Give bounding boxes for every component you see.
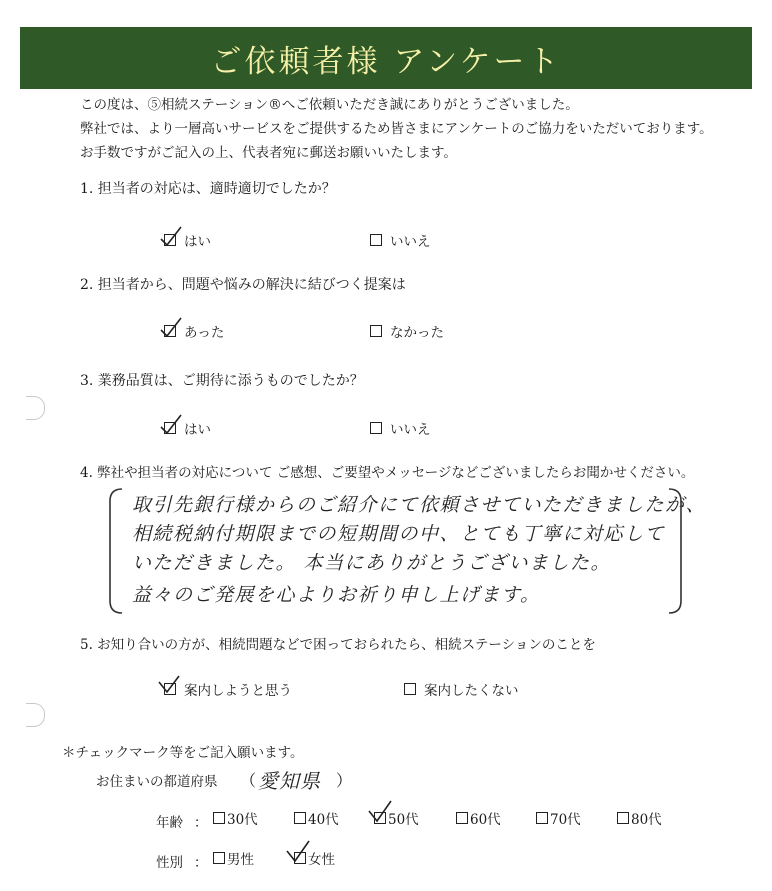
header-banner [20,27,752,89]
check-mark-icon [157,316,185,340]
q1-option-yes[interactable] [164,230,211,250]
checkbox[interactable] [370,234,382,246]
q3-option-yes[interactable] [164,418,211,438]
option-label: 60代 [470,812,501,828]
option-label: あった [184,325,225,341]
option-label: 女性 [308,852,335,868]
intro-line: 弊社では、より一層高いサービスをご提供するため皆さまにアンケートのご協力をいただいております。 [80,121,713,137]
age-label: 年齢 [156,815,183,831]
checkbox-checked[interactable] [164,422,176,434]
comment-line: 取引先銀行様からのご紹介にて依頼させていただきましたが、 [132,494,707,516]
page-title: ご依頼者様 アンケート [210,43,562,80]
paren-open: （ [240,771,257,790]
checkbox[interactable] [456,812,468,824]
option-label: はい [184,234,211,250]
age-option-70[interactable] [536,808,581,828]
checkbox[interactable] [213,852,225,864]
check-mark-icon [367,803,395,827]
comment-line: 相続税納付期限までの短期間の中、とても丁寧に対応して [132,523,666,545]
check-mark-icon [157,225,185,249]
option-label: 80代 [631,812,662,828]
checkbox[interactable] [294,812,306,824]
option-label: 案内しようと思う [184,683,292,699]
gender-label: 性別 [156,855,183,871]
age-option-30[interactable] [213,808,258,828]
question-2: 2. 担当者から、問題や悩みの解決に結びつく提案は [80,277,406,293]
instruction-note: ＊チェックマーク等をご記入願います。 [62,745,304,761]
question-3: 3. 業務品質は、ご期待に添うものでしたか？ [80,373,364,389]
gender-colon: ： [194,855,208,871]
checkbox-checked[interactable] [374,812,386,824]
option-label: 70代 [550,812,581,828]
comment-line: いただきました。 本当にありがとうございました。 [132,552,612,574]
prefecture-value[interactable]: 愛知県 [258,769,321,793]
q1-option-no[interactable] [370,230,431,250]
checkbox[interactable] [536,812,548,824]
checkbox[interactable] [404,683,416,695]
intro-text [80,93,750,165]
intro-line: お手数ですがご記入の上、代表者宛に郵送お願いいたします。 [80,145,457,161]
checkbox[interactable] [213,812,225,824]
q5-option-no[interactable] [404,679,519,699]
age-option-60[interactable] [456,808,501,828]
intro-line: この度は、⑤相続ステーション®へご依頼いただき誠にありがとうございました。 [80,97,579,113]
checkbox-checked[interactable] [294,852,306,864]
question-1: 1. 担当者の対応は、適時適切でしたか？ [80,181,336,197]
prefecture-label: お住まいの都道府県 [96,774,218,790]
check-mark-icon [287,843,315,867]
q3-option-no[interactable] [370,418,431,438]
punch-hole [26,396,45,420]
question-4: 4. 弊社や担当者の対応について ご感想、ご要望やメッセージなどございましたらお聞かせください。 [80,465,695,481]
comment-line: 益々のご発展を心よりお祈り申し上げます。 [132,584,541,606]
age-colon: ： [194,815,208,831]
check-mark-icon [157,674,185,698]
option-label: 50代 [388,812,419,828]
option-label: いいえ [390,234,431,250]
gender-option-female[interactable] [294,848,335,868]
option-label: いいえ [390,422,431,438]
option-label: 30代 [227,812,258,828]
q2-option-no[interactable] [370,321,444,341]
checkbox[interactable] [370,325,382,337]
gender-option-male[interactable] [213,848,254,868]
q5-option-yes[interactable] [164,679,292,699]
checkbox[interactable] [370,422,382,434]
q2-option-yes[interactable] [164,321,224,341]
option-label: 男性 [227,852,254,868]
option-label: 案内したくない [424,683,519,699]
option-label: なかった [390,325,444,341]
age-option-80[interactable] [617,808,662,828]
checkbox-checked[interactable] [164,683,176,695]
check-mark-icon [157,413,185,437]
punch-hole [26,703,45,727]
paren-close: ） [336,771,353,790]
option-label: はい [184,422,211,438]
age-option-40[interactable] [294,808,339,828]
checkbox[interactable] [617,812,629,824]
age-option-50[interactable] [374,808,419,828]
option-label: 40代 [308,812,339,828]
checkbox-checked[interactable] [164,325,176,337]
checkbox-checked[interactable] [164,234,176,246]
question-5: 5. お知り合いの方が、相続問題などで困っておられたら、相続ステーションのことを [80,637,596,653]
